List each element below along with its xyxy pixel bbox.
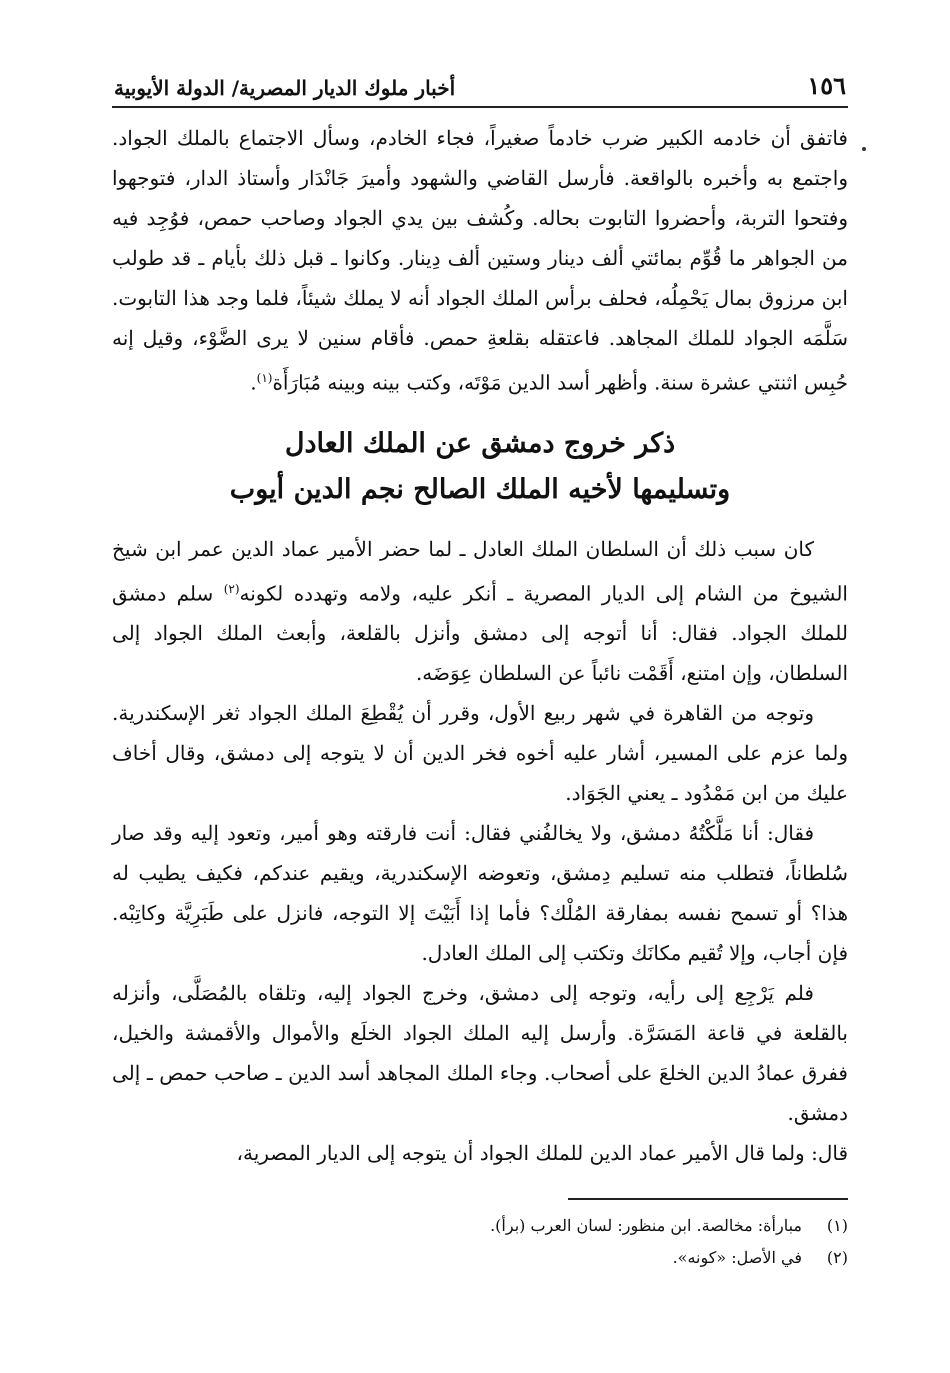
margin-mark: [862, 147, 866, 151]
paragraph-text-continued: سلم دمشق للملك الجواد. فقال: أنا أتوجه إلى دمشق وأنزل بالقلعة، وأبعث الملك الجواد إلى السلطان، وإن امتنع، أَقَمْت نائباً عن السلطان عِوَضَه.: [112, 581, 848, 686]
paragraph-text: كان سبب ذلك أن السلطان الملك العادل ـ لما حضر الأمير عماد الدين عمر ابن شيخ الشيوخ من الشام إلى الديار المصرية ـ أنكر عليه، ولامه وتهدده لكونه: [112, 536, 848, 606]
body-text: [112, 118, 848, 1173]
section-heading: [112, 421, 848, 513]
paragraph: وتوجه من القاهرة في شهر ربيع الأول، وقرر أن يُقْطِعَ الملك الجواد ثغر الإسكندرية. ولما عزم على المسير، أشار عليه أخوه فخر الدين أن لا يتوجه إلى دمشق، وقال أخاف عليك من ابن مَمْدُود ـ يعني الجَوَاد.: [112, 701, 848, 806]
paragraph: فلم يَرْجِع إلى رأيه، وتوجه إلى دمشق، وخرج الجواد إليه، وتلقاه بالمُصَلَّى، وأنزله بالقلعة في قاعة المَسَرَّة. وأرسل إليه الملك الجواد الخلَع والأموال والأقمشة والخيل، ففرق عمادُ الدين الخلعَ على أصحاب. وجاء الملك المجاهد أسد الدين ـ صاحب حمص ـ إلى دمشق.: [112, 981, 848, 1126]
heading-line-1: ذكر خروج دمشق عن الملك العادل: [284, 427, 676, 459]
footnote-text: في الأصل: «كونه».: [672, 1248, 802, 1267]
footnote-text: مبارأة: مخالصة. ابن منظور: لسان العرب (برأ).: [490, 1216, 802, 1235]
heading-line-2: وتسليمها لأخيه الملك الصالح نجم الدين أيوب: [229, 473, 731, 505]
paragraph-end: .: [250, 370, 257, 395]
footnote: [112, 1210, 848, 1242]
running-title: أخبار ملوك الديار المصرية/ الدولة الأيوبية: [114, 76, 456, 100]
running-header: [112, 66, 848, 108]
footnotes: [112, 1210, 848, 1274]
book-page: [112, 66, 848, 1346]
page-number: ١٥٦: [807, 71, 846, 100]
footnote-number: (٢): [826, 1248, 848, 1267]
paragraph: قال: ولما قال الأمير عماد الدين للملك الجواد أن يتوجه إلى الديار المصرية،: [236, 1141, 848, 1166]
footnote-divider: [568, 1198, 848, 1200]
footnote-ref: (١): [256, 371, 273, 385]
footnote-number: (١): [826, 1216, 848, 1235]
footnote: [112, 1242, 848, 1274]
footnote-ref: (٢): [223, 581, 240, 596]
paragraph: فقال: أنا مَلَّكْتُهُ دمشق، ولا يخالفُني فقال: أنت فارقته وهو أمير، وتعود إليه وقد صار سُلطاناً، فتطلب منه تسليم دِمشق، وتعوضه الإسكندرية، ويقيم عندكم، فكيف يطيب له هذا؟ أو تسمح نفسه بمفارقة المُلْك؟ فأما إذا أَبَيْتَ إلا التوجه، فانزل على طَبَرِيَّة وكاتِبْه. فإن أجاب، وإلا تُقيم مكانَك وتكتب إلى الملك العادل.: [112, 821, 848, 966]
paragraph: [112, 529, 848, 694]
paragraph: [112, 118, 848, 403]
paragraph-text: فاتفق أن خادمه الكبير ضرب خادماً صغيراً، فجاء الخادم، وسأل الاجتماع بالملك الجواد. واجتمع به وأخبره بالواقعة. فأرسل القاضي والشهود وأميرَ جَانْدَار وأستاذ الدار، فتوجهوا وفتحوا التربة، وأحضروا التابوت بحاله. وكُشف بين يدي الجواد وصاحب حمص، فوُجِد فيه من الجواهر ما قُوِّم بمائتي ألف دينار وستين ألف دِينار. وكانوا ـ قبل ذلك بأيام ـ قد طولب ابن مرزوق بمال يَحْمِلُه، فحلف برأس الملك الجواد أنه لا يملك شيئاً، فلما وجد هذا التابوت. سَلَّمَه الجواد للملك المجاهد. فاعتقله بقلعةِ حمص. فأقام سنين لا يرى الضَّوْء، وقيل إنه حُبِس اثنتي عشرة سنة. وأظهر أسد الدين مَوْتَه، وكتب بينه وبينه مُبَارَأَة: [112, 126, 849, 395]
